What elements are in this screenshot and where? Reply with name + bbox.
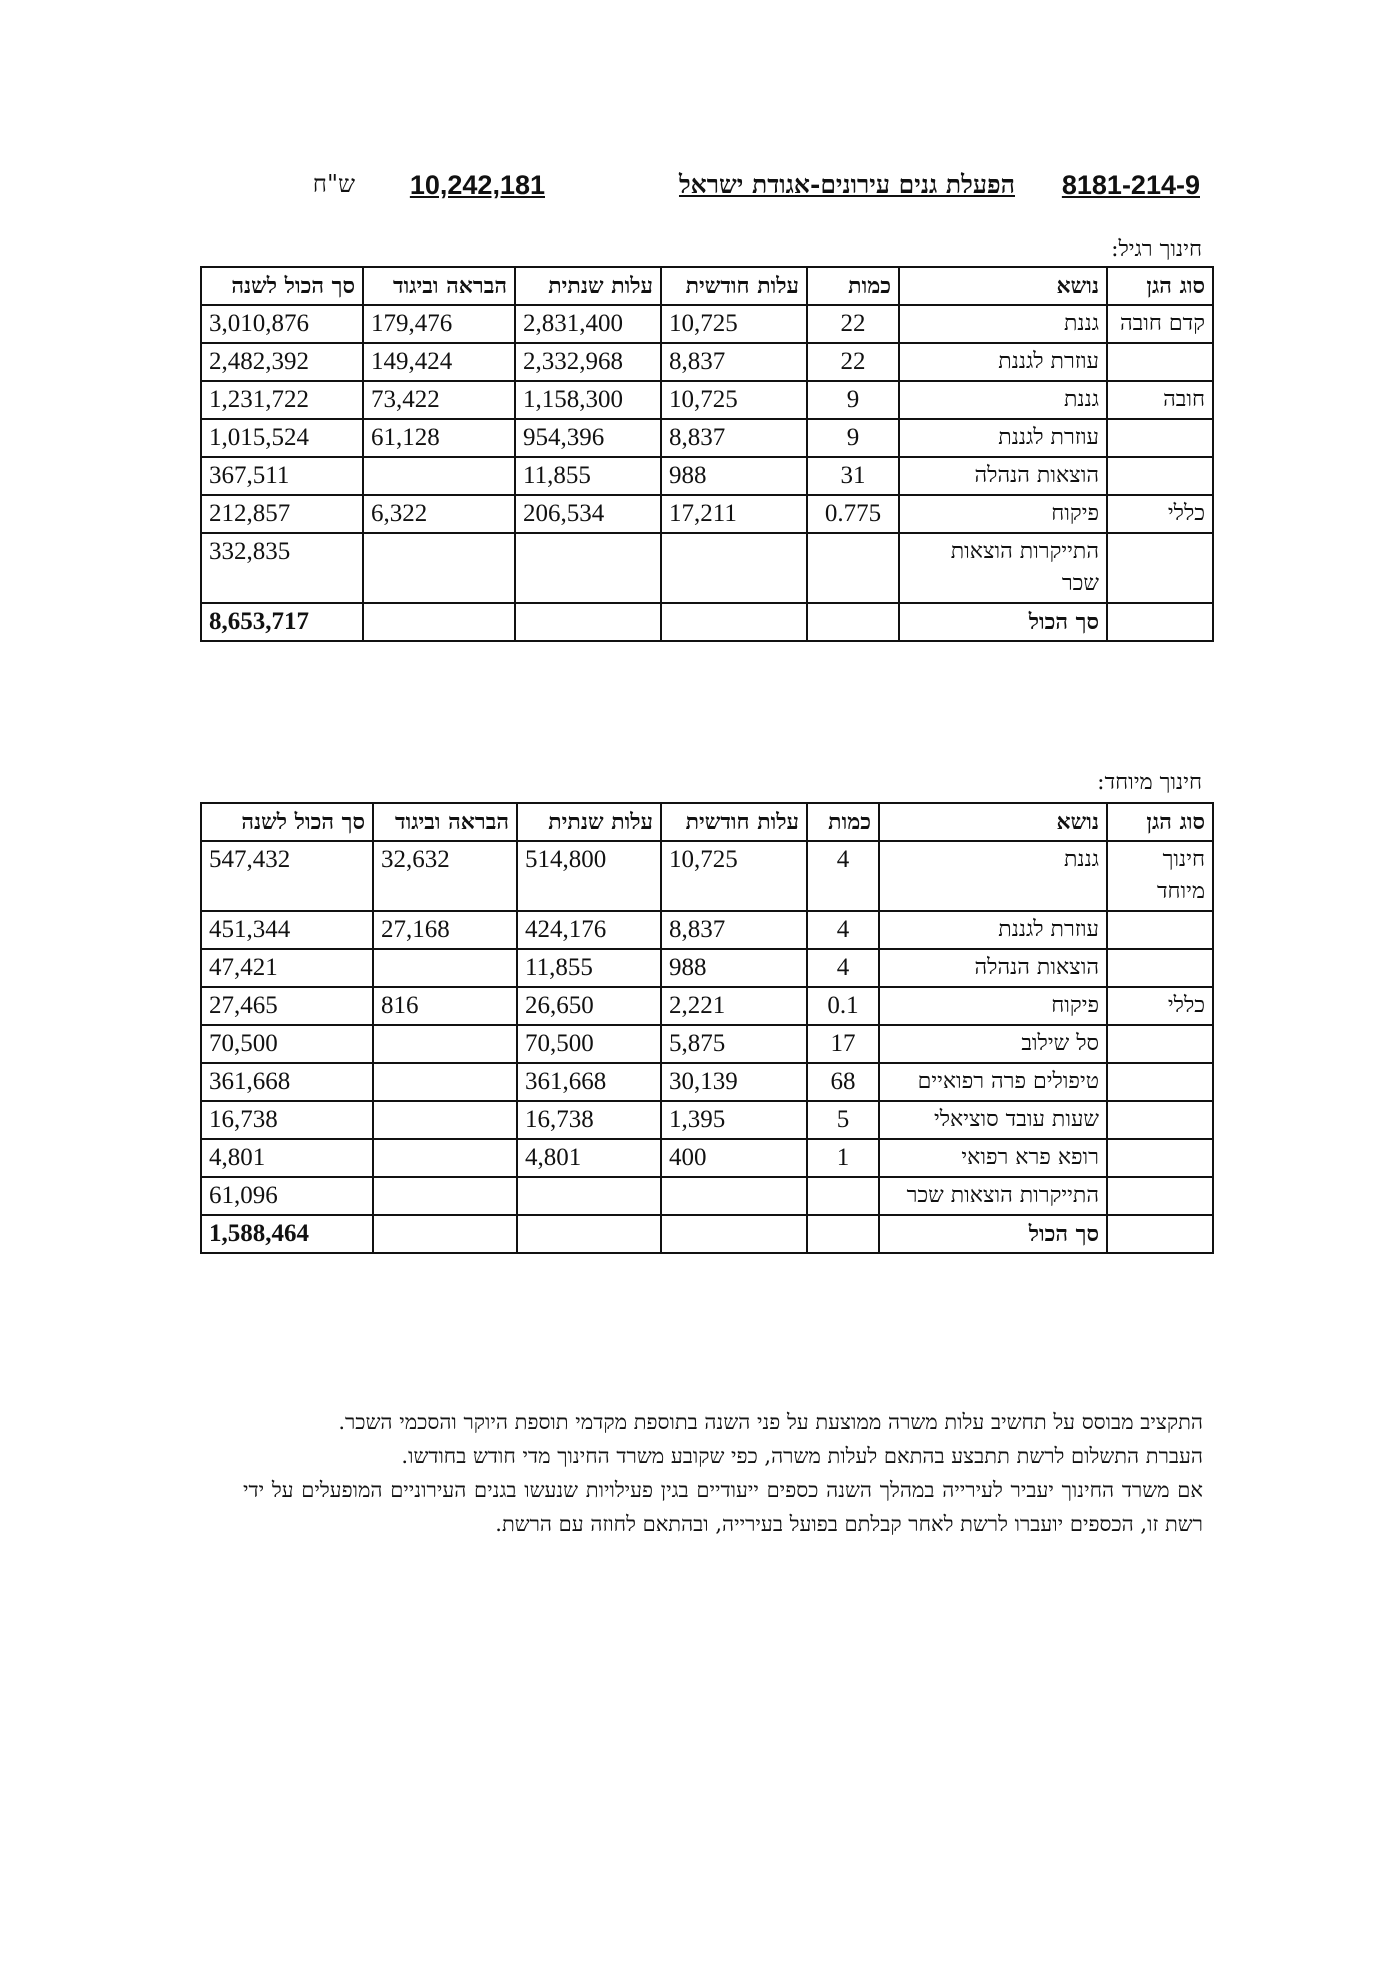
total-label: סך הכול (879, 1215, 1107, 1253)
cell-qty: 22 (807, 343, 899, 381)
table-row (201, 987, 1213, 1025)
cell-qty: 17 (807, 1025, 879, 1063)
cell-monthly: 988 (661, 457, 807, 495)
cell-monthly: 30,139 (661, 1063, 807, 1101)
cell-annual: 1,158,300 (515, 381, 661, 419)
col-header-subject: נושא (899, 267, 1107, 305)
cell-extra (373, 1101, 517, 1139)
cell-extra: 6,322 (363, 495, 515, 533)
cell-subject: גננת (879, 841, 1107, 911)
table-row (201, 911, 1213, 949)
cell-monthly: 400 (661, 1139, 807, 1177)
total-value: 1,588,464 (201, 1215, 373, 1253)
col-header-extra: הבראה וביגוד (373, 803, 517, 841)
cell-annual (515, 533, 661, 603)
cell-extra: 27,168 (373, 911, 517, 949)
total-label: סך הכול (899, 603, 1107, 641)
regular-table-body (201, 305, 1213, 641)
document-header (312, 170, 1200, 210)
cell-annual: 11,855 (517, 949, 661, 987)
table-row (201, 949, 1213, 987)
cell-total: 3,010,876 (201, 305, 363, 343)
cell-annual (515, 603, 661, 641)
cell-extra: 61,128 (363, 419, 515, 457)
table-header-row (201, 267, 1213, 305)
cell-extra: 816 (373, 987, 517, 1025)
cell-type (1107, 949, 1213, 987)
cell-subject: טיפולים פרה רפואיים (879, 1063, 1107, 1101)
cell-type (1107, 1101, 1213, 1139)
cell-monthly: 1,395 (661, 1101, 807, 1139)
col-header-annual: עלות שנתית (515, 267, 661, 305)
currency-unit: ש"ח (312, 170, 355, 198)
cell-type (1107, 1139, 1213, 1177)
cell-extra: 179,476 (363, 305, 515, 343)
cell-qty: 9 (807, 419, 899, 457)
cell-extra (373, 1139, 517, 1177)
cell-annual: 424,176 (517, 911, 661, 949)
col-header-extra: הבראה וביגוד (363, 267, 515, 305)
total-value: 8,653,717 (201, 603, 363, 641)
cell-type (1107, 419, 1213, 457)
cell-annual (517, 1177, 661, 1215)
col-header-annual: עלות שנתית (517, 803, 661, 841)
cell-subject: שעות עובד סוציאלי (879, 1101, 1107, 1139)
cell-qty: 22 (807, 305, 899, 343)
cell-extra: 73,422 (363, 381, 515, 419)
note-paragraph: העברת התשלום לרשת תתבצע בהתאם לעלות משרה, כפי שקובע משרד החינוך מדי חודש בחודשו. (401, 1444, 1203, 1468)
cell-total: 61,096 (201, 1177, 373, 1215)
special-education-table (200, 802, 1214, 1254)
cell-annual: 26,650 (517, 987, 661, 1025)
cell-monthly: 988 (661, 949, 807, 987)
cell-annual: 16,738 (517, 1101, 661, 1139)
cell-subject: פיקוח (899, 495, 1107, 533)
table-row (201, 533, 1213, 603)
table-row (201, 1025, 1213, 1063)
cell-extra (363, 603, 515, 641)
cell-monthly: 10,725 (661, 381, 807, 419)
table-total-row (201, 1215, 1213, 1253)
table-row (201, 457, 1213, 495)
cell-qty: 9 (807, 381, 899, 419)
table-row (201, 1063, 1213, 1101)
cell-annual: 2,831,400 (515, 305, 661, 343)
cell-total: 2,482,392 (201, 343, 363, 381)
cell-extra: 149,424 (363, 343, 515, 381)
cell-monthly: 8,837 (661, 419, 807, 457)
cell-type (1107, 457, 1213, 495)
cell-extra (373, 1025, 517, 1063)
table-row (201, 495, 1213, 533)
cell-type (1107, 911, 1213, 949)
cell-annual: 206,534 (515, 495, 661, 533)
table-header-row (201, 803, 1213, 841)
cell-subject: פיקוח (879, 987, 1107, 1025)
cell-total: 367,511 (201, 457, 363, 495)
cell-qty: 1 (807, 1139, 879, 1177)
cell-annual: 70,500 (517, 1025, 661, 1063)
col-header-monthly: עלות חודשית (661, 803, 807, 841)
cell-subject: הוצאות הנהלה (899, 457, 1107, 495)
cell-qty: 0.775 (807, 495, 899, 533)
cell-type: כללי (1107, 987, 1213, 1025)
cell-qty (807, 1177, 879, 1215)
cell-type: חובה (1107, 381, 1213, 419)
cell-type: כללי (1107, 495, 1213, 533)
cell-monthly (661, 603, 807, 641)
cell-qty (807, 603, 899, 641)
cell-annual: 11,855 (515, 457, 661, 495)
note-paragraph: אם משרד החינוך יעביר לעירייה במהלך השנה כספים ייעודיים בגין פעילויות שנעשו בגנים העירוניים המופעלים על ידי רשת זו, הכספים יועברו לרשת לאחר קבלתם בפועל בעירייה, ובהתאם לחוזה עם הרשת. (243, 1478, 1203, 1536)
table-row (201, 381, 1213, 419)
cell-type: חינוך מיוחד (1107, 841, 1213, 911)
cell-subject: גננת (899, 381, 1107, 419)
cell-extra (363, 457, 515, 495)
budget-title: הפעלת גנים עירונים-אגודת ישראל (678, 170, 1015, 199)
col-header-total: סך הכול לשנה (201, 267, 363, 305)
cell-monthly: 2,221 (661, 987, 807, 1025)
cell-type (1107, 1215, 1213, 1253)
cell-monthly: 10,725 (661, 305, 807, 343)
table-row (201, 841, 1213, 911)
col-header-subject: נושא (879, 803, 1107, 841)
regular-education-table (200, 266, 1214, 642)
table-total-row (201, 603, 1213, 641)
cell-subject: סל שילוב (879, 1025, 1107, 1063)
cell-total: 16,738 (201, 1101, 373, 1139)
table-row (201, 1101, 1213, 1139)
cell-qty (807, 533, 899, 603)
cell-type: קדם חובה (1107, 305, 1213, 343)
cell-monthly: 10,725 (661, 841, 807, 911)
table-row (201, 1139, 1213, 1177)
cell-qty: 4 (807, 841, 879, 911)
cell-total: 361,668 (201, 1063, 373, 1101)
cell-annual: 954,396 (515, 419, 661, 457)
cell-qty: 4 (807, 949, 879, 987)
col-header-type: סוג הגן (1107, 803, 1213, 841)
cell-total: 4,801 (201, 1139, 373, 1177)
note-paragraph: התקציב מבוסס על תחשיב עלות משרה ממוצעת על פני השנה בתוספת מקדמי תוספת היוקר והסכמי השכר. (338, 1410, 1203, 1434)
col-header-total: סך הכול לשנה (201, 803, 373, 841)
cell-type (1107, 1025, 1213, 1063)
cell-annual: 2,332,968 (515, 343, 661, 381)
cell-monthly (661, 1215, 807, 1253)
cell-subject: עוזרת לגננת (899, 419, 1107, 457)
cell-monthly (661, 533, 807, 603)
budget-notes (243, 1405, 1203, 1541)
cell-total: 70,500 (201, 1025, 373, 1063)
cell-type (1107, 1063, 1213, 1101)
cell-extra (373, 1063, 517, 1101)
cell-subject: התייקרות הוצאות שכר (899, 533, 1107, 603)
table-row (201, 305, 1213, 343)
budget-total: 10,242,181 (409, 170, 545, 200)
cell-type (1107, 533, 1213, 603)
cell-total: 547,432 (201, 841, 373, 911)
cell-monthly: 5,875 (661, 1025, 807, 1063)
budget-code: 8181-214-9 (1061, 170, 1200, 200)
cell-total: 1,015,524 (201, 419, 363, 457)
col-header-type: סוג הגן (1107, 267, 1213, 305)
col-header-qty: כמות (807, 267, 899, 305)
cell-qty: 5 (807, 1101, 879, 1139)
col-header-qty: כמות (807, 803, 879, 841)
cell-qty: 31 (807, 457, 899, 495)
cell-subject: גננת (899, 305, 1107, 343)
cell-monthly: 17,211 (661, 495, 807, 533)
cell-annual: 4,801 (517, 1139, 661, 1177)
cell-extra (373, 1177, 517, 1215)
cell-monthly (661, 1177, 807, 1215)
cell-type (1107, 1177, 1213, 1215)
cell-monthly: 8,837 (661, 343, 807, 381)
section-label-regular: חינוך רגיל: (1111, 237, 1202, 262)
cell-total: 332,835 (201, 533, 363, 603)
cell-subject: רופא פרא רפואי (879, 1139, 1107, 1177)
cell-monthly: 8,837 (661, 911, 807, 949)
cell-extra: 32,632 (373, 841, 517, 911)
cell-annual: 361,668 (517, 1063, 661, 1101)
section-label-special: חינוך מיוחד: (1097, 770, 1202, 795)
table-row (201, 1177, 1213, 1215)
cell-extra (363, 533, 515, 603)
col-header-monthly: עלות חודשית (661, 267, 807, 305)
table-row (201, 343, 1213, 381)
cell-extra (373, 1215, 517, 1253)
cell-type (1107, 603, 1213, 641)
cell-qty: 68 (807, 1063, 879, 1101)
cell-subject: עוזרת לגננת (899, 343, 1107, 381)
cell-total: 451,344 (201, 911, 373, 949)
cell-total: 47,421 (201, 949, 373, 987)
cell-type (1107, 343, 1213, 381)
table-row (201, 419, 1213, 457)
cell-qty: 4 (807, 911, 879, 949)
cell-qty: 0.1 (807, 987, 879, 1025)
cell-qty (807, 1215, 879, 1253)
cell-annual: 514,800 (517, 841, 661, 911)
cell-total: 1,231,722 (201, 381, 363, 419)
cell-extra (373, 949, 517, 987)
cell-subject: עוזרת לגננת (879, 911, 1107, 949)
cell-annual (517, 1215, 661, 1253)
special-table-body (201, 841, 1213, 1253)
cell-total: 212,857 (201, 495, 363, 533)
cell-subject: הוצאות הנהלה (879, 949, 1107, 987)
cell-subject: התייקרות הוצאות שכר (879, 1177, 1107, 1215)
cell-total: 27,465 (201, 987, 373, 1025)
